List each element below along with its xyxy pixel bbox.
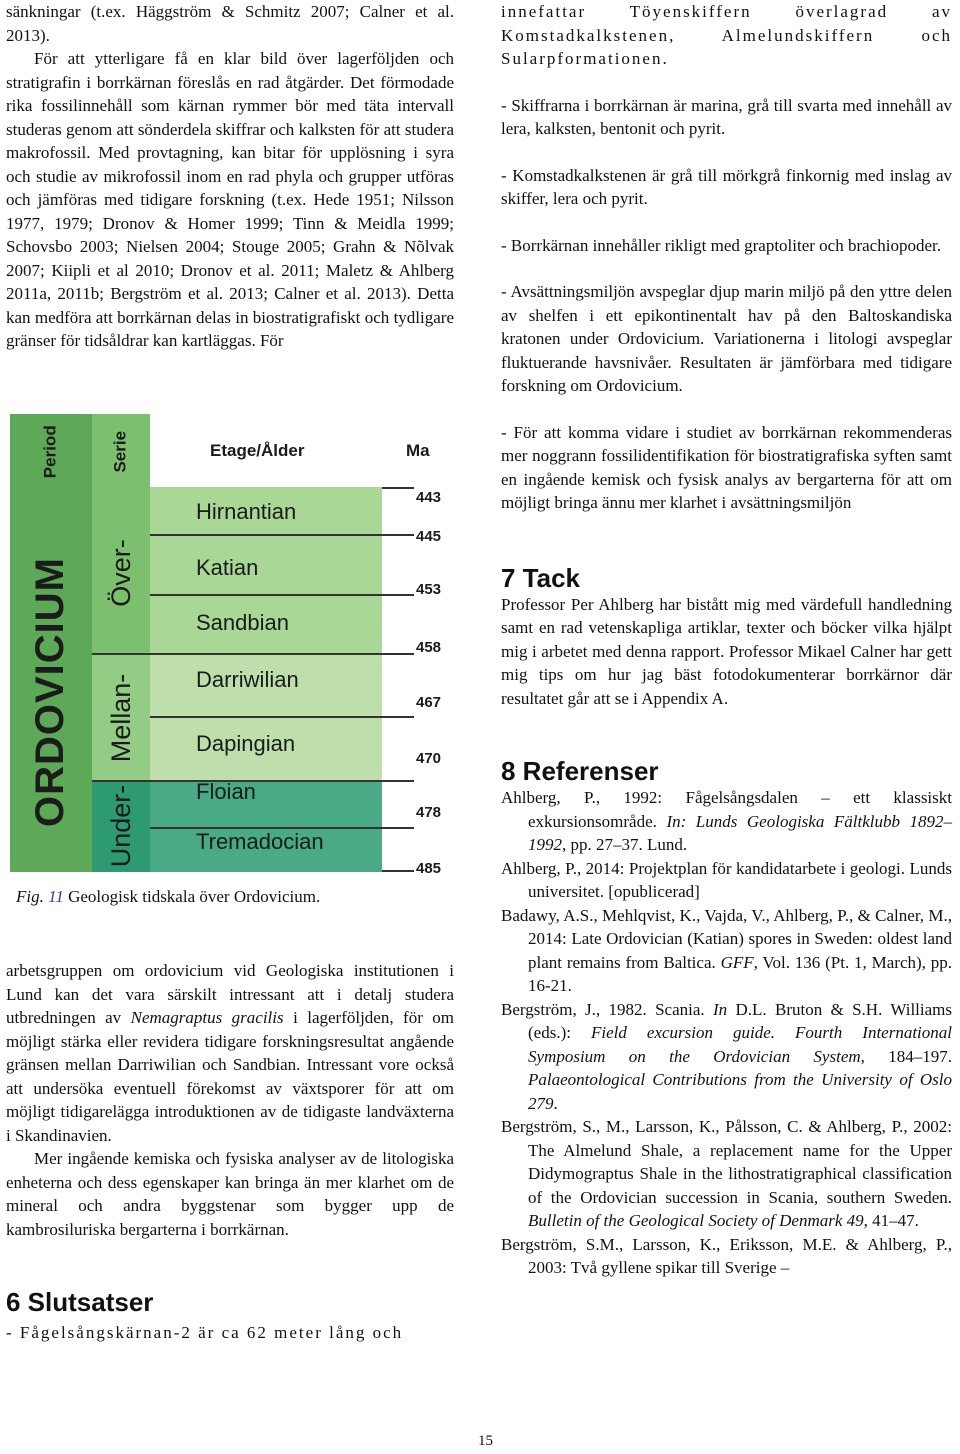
period-header-label: Period <box>40 425 60 479</box>
conclusion-bullet-6: - För att komma vidare i studiet av borrkärnan rekommenderas mer noggrann fossilidentifikation för biostratigrafiska syften samt en ingående kemisk och fysisk analys av bergarterna för att om möjligt bringa ännu mer klarhet i avsättningsmiljön <box>501 422 952 512</box>
conclusion-bullet-2: - Skiffrarna i borrkärnan är marina, grå till svarta med innehåll av lera, kalksten, bentonit och pyrit. <box>501 95 952 138</box>
serie-middle-label: Mellan- <box>106 673 136 763</box>
reference-item: Ahlberg, P., 1992: Fågelsångsdalen – ett klassiskt exkursionsområde. In: Lunds Geologiska Fältklubb 1892–1992, pp. 27–37. Lund. <box>501 788 953 854</box>
stage-divider <box>150 534 414 536</box>
ma-label: 470 <box>416 750 442 767</box>
serie-lower-label: Under- <box>106 784 136 868</box>
stage-label-sandbian: Sandbian <box>196 610 289 635</box>
paragraph-measures: För att ytterligare få en klar bild över lagerföljden och stratigrafin i borrkärnan föreslås en rad åtgärder. Det förmodade rika fossilinnehåll som kärnan rymmer bör med täta intervall studeras genom att sönderdela skiffrar och kalksten för att studera makrofossil. Med provtagning, kan bitar för upplösning i syra och studie av mikrofossil inom en rad phyla och grupper utföras och jämföras med tidigare forskning (t.ex. Hede 1951; Nilsson 1977, 1979; Dronov & Homer 1999; Tinn & Meidla 1999; Schovsbo 2003; Nielsen 2004; Stouge 2005; Grahn & Nõlvak 2007; Kiipli et al 2010; Dronov et al. 2011; Maletz & Ahlberg 2011a, 2011b; Bergström et al. 2013; Calner et al. 2013). Detta kan medföra att borrkärnan delas in biostratigrafiskt och tydligare gränser för tidsåldrar kan kartläggas. För <box>6 49 454 350</box>
stage-divider <box>150 716 414 718</box>
ma-label: 467 <box>416 694 442 711</box>
reference-item: Bergström, S.M., Larsson, K., Eriksson, M.E. & Ahlberg, P., 2003: Två gyllene spikar till Sverige – <box>501 1234 952 1277</box>
paragraph-arbetsgruppen: arbetsgruppen om ordovicium vid Geologiska institutionen i Lund kan det vara särskilt intressant att i detalj studera utbredningen av Nemagraptus gracilis i lagerföljden, för om möjligt stärka eller revidera tidigare forskningsresultat angående gränsen mellan Darriwilian och Sandbian. Intressant vore också att undersöka eventuell förekomst av växtsporer för att om möjligt tidigarelägga introduktionen av de tidigaste landväxterna i Skandinavien. <box>6 961 455 1145</box>
figure-caption <box>16 885 456 909</box>
reference-item: Bergström, J., 1982. Scania. In D.L. Bruton & S.H. Williams (eds.): Field excursion guide. Fourth International Symposium on the Ordovician System, 184–197. Palaeontological Contributions from the University of Oslo 279. <box>501 999 952 1113</box>
stage-label-dapingian: Dapingian <box>196 731 296 756</box>
acknowledgements: Professor Per Ahlberg har bistått mig med värdefull handledning samt en rad vetenskapliga artiklar, texter och böcker vilka hjälpt mig i arbetet med denna rapport. Professor Mikael Calner har gett mig tips om hur jag bäst fotodokumenterar borrkärnor där resultatet går att se i Appendix A. <box>501 594 952 708</box>
conclusion-bullet-1: - Fågelsångskärnan-2 är ca 62 meter lång och <box>6 1323 404 1342</box>
ma-label: 485 <box>416 860 442 877</box>
conclusion-bullet-3: - Komstadkalkstenen är grå till mörkgrå finkornig med inslag av skiffer, lera och pyrit. <box>501 165 952 208</box>
left-column-bottom <box>6 959 454 1345</box>
reference-item: Ahlberg, P., 2014: Projektplan för kandidatarbete i geologi. Lunds universitet. [opublicerad] <box>501 858 952 901</box>
paragraph-continuation: sänkningar (t.ex. Häggström & Schmitz 2007; Calner et al. 2013). <box>6 2 454 45</box>
stage-divider <box>382 870 414 872</box>
caption-number: 11 <box>48 887 64 906</box>
ma-label: 453 <box>416 581 442 598</box>
paragraph-analyses: Mer ingående kemiska och fysiska analyser av de litologiska enheterna och dess egenskaper kan bringa än mer klarhet om de mineral och andra byggstenar som bygger upp de kambrosiluriska bergarterna i borrkärnan. <box>6 1149 454 1239</box>
stage-block-floian <box>150 780 382 827</box>
serie-header-label: Serie <box>110 430 130 473</box>
caption-label: Fig. <box>16 887 44 906</box>
period-label: ORDOVICIUM <box>28 557 72 827</box>
ordovician-timescale-figure <box>10 414 466 877</box>
stage-divider <box>92 653 414 655</box>
section-heading-slutsatser: 6 Slutsatser <box>6 1287 154 1317</box>
right-column <box>501 0 952 1280</box>
serie-upper-label: Över- <box>106 539 136 607</box>
reference-item: Badawy, A.S., Mehlqvist, K., Vajda, V., Ahlberg, P., & Calner, M., 2014: Late Ordovician (Katian) spores in Sweden: oldest land plant remains from Baltica. GFF, Vol. 136 (Pt. 1, March), pp. 16-21. <box>501 905 953 995</box>
stage-label-hirnantian: Hirnantian <box>196 499 297 524</box>
left-column-top <box>6 0 454 353</box>
stage-block-katian <box>150 534 382 594</box>
stage-divider <box>150 594 414 596</box>
conclusion-bullet-4: - Borrkärnan innehåller rikligt med graptoliter och brachiopoder. <box>501 235 941 255</box>
stage-divider <box>382 487 414 489</box>
stage-header-label: Etage/Ålder <box>210 441 305 460</box>
reference-item: Bergström, S., M., Larsson, K., Pålsson, C. & Ahlberg, P., 2002: The Almelund Shale, a replacement name for the Upper Didymograptus Shale in the lithostratigraphical classification of the Ordovician succession in Scania, southern Sweden. Bulletin of the Geological Society of Denmark 49, 41–47. <box>501 1117 952 1230</box>
species-name: Nemagraptus gracilis <box>130 1008 284 1027</box>
stage-label-katian: Katian <box>196 555 259 580</box>
stage-label-floian: Floian <box>196 779 256 804</box>
page-number: 15 <box>478 1433 493 1449</box>
ma-label: 478 <box>416 804 442 821</box>
caption-text: Geologisk tidskala över Ordovicium. <box>68 887 321 906</box>
stage-label-tremadocian: Tremadocian <box>196 829 324 854</box>
conclusion-bullet-5: - Avsättningsmiljön avspeglar djup marin miljö på den yttre delen av shelfen i ett epikontinentalt hav på den Baltoskandiska kratonen under Ordovicium. Variationerna i litologi avspeglar fluktuerande havsnivåer. Resultaten är jämförbara med tidigare forskning om Ordovicium. <box>501 282 952 395</box>
ma-header-label: Ma <box>406 441 430 460</box>
section-heading-referenser: 8 Referenser <box>501 756 659 786</box>
paragraph-continuation-right: innefattar Töyenskiffern överlagrad av Komstadkalkstenen, Almelundskiffern och Sularpformationen. <box>501 2 952 68</box>
section-heading-tack: 7 Tack <box>501 562 581 593</box>
ma-label: 443 <box>416 489 442 506</box>
ma-label: 445 <box>416 528 442 545</box>
ma-label: 458 <box>416 639 442 656</box>
stage-label-darriwilian: Darriwilian <box>196 667 299 692</box>
